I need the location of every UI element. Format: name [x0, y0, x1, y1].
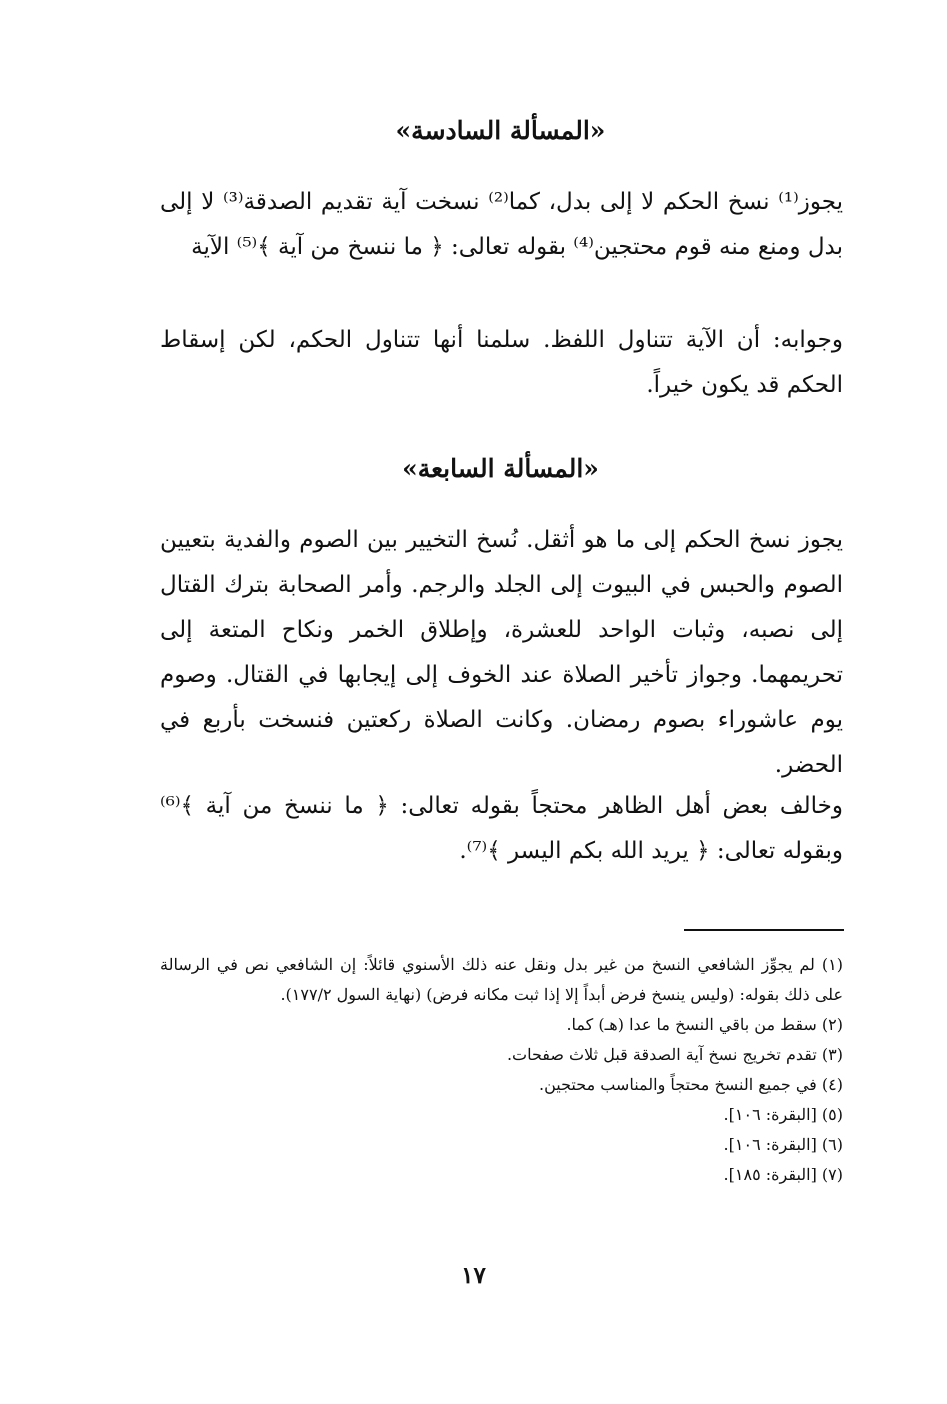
section-7-paragraph-1: يجوز نسخ الحكم إلى ما هو أثقل. نُسخ التخيير بين الصوم والفدية بتعيين الصوم والحبس في البيوت إلى الجلد والرجم. وأمر الصحابة بترك القتال إلى نصبه، وثبات الواحد للعشرة، وإطلاق الخمر ونكاح المتعة إلى تحريمهما. وجواز تأخير الصلاة عند الخوف إلى إيجابها في القتال. وصوم يوم عاشوراء بصوم رمضان. وكانت الصلاة ركعتين فنسخت بأربع في الحضر.	[160, 527, 843, 778]
page-number: ١٧	[461, 1262, 486, 1289]
footnote-3: (٣) تقدم تخريج نسخ آية الصدقة قبل ثلاث صفحات.	[506, 1045, 843, 1064]
footnote-separator	[684, 929, 844, 931]
section-6-paragraph-2: وجوابه: أن الآية تتناول اللفظ. سلمنا أنها تتناول الحكم، لكن إسقاط الحكم قد يكون خيراً.	[160, 327, 843, 398]
footnote-1: (١) لم يجوِّز الشافعي النسخ من غير بدل ونقل عنه ذلك الأسنوي قائلاً: إن الشافعي نص في الرسالة على ذلك بقوله: (وليس ينسخ فرض أبداً إلا إذا ثبت مكانه فرض) (نهاية السول ١٧٧/٢).	[160, 955, 844, 1004]
footnote-2: (٢) سقط من باقي النسخ ما عدا (هـ) كما.	[566, 1015, 843, 1034]
footnotes	[160, 950, 843, 1190]
section-7-heading: «المسألة السابعة»	[402, 454, 599, 483]
footnote-4: (٤) في جميع النسخ محتجاً والمناسب محتجين.	[538, 1075, 843, 1094]
section-6-paragraph-1: يجوز⁽¹⁾ نسخ الحكم لا إلى بدل، كما⁽²⁾ نسخت آية تقديم الصدقة⁽³⁾ لا إلى بدل ومنع منه قوم محتجين⁽⁴⁾ بقوله تعالى: ﴿ ما ننسخ من آية ﴾⁽⁵⁾ الآية	[160, 189, 843, 260]
footnote-5: (٥) [البقرة: ١٠٦].	[723, 1105, 843, 1124]
section-7-paragraph-2: وخالف بعض أهل الظاهر محتجاً بقوله تعالى: ﴿ ما ننسخ من آية ﴾⁽⁶⁾ وبقوله تعالى: ﴿ يريد الله بكم اليسر ﴾⁽⁷⁾.	[160, 793, 843, 864]
section-6-heading: «المسألة السادسة»	[395, 116, 606, 145]
footnote-6: (٦) [البقرة: ١٠٦].	[723, 1135, 843, 1154]
footnote-7: (٧) [البقرة: ١٨٥].	[723, 1165, 843, 1184]
